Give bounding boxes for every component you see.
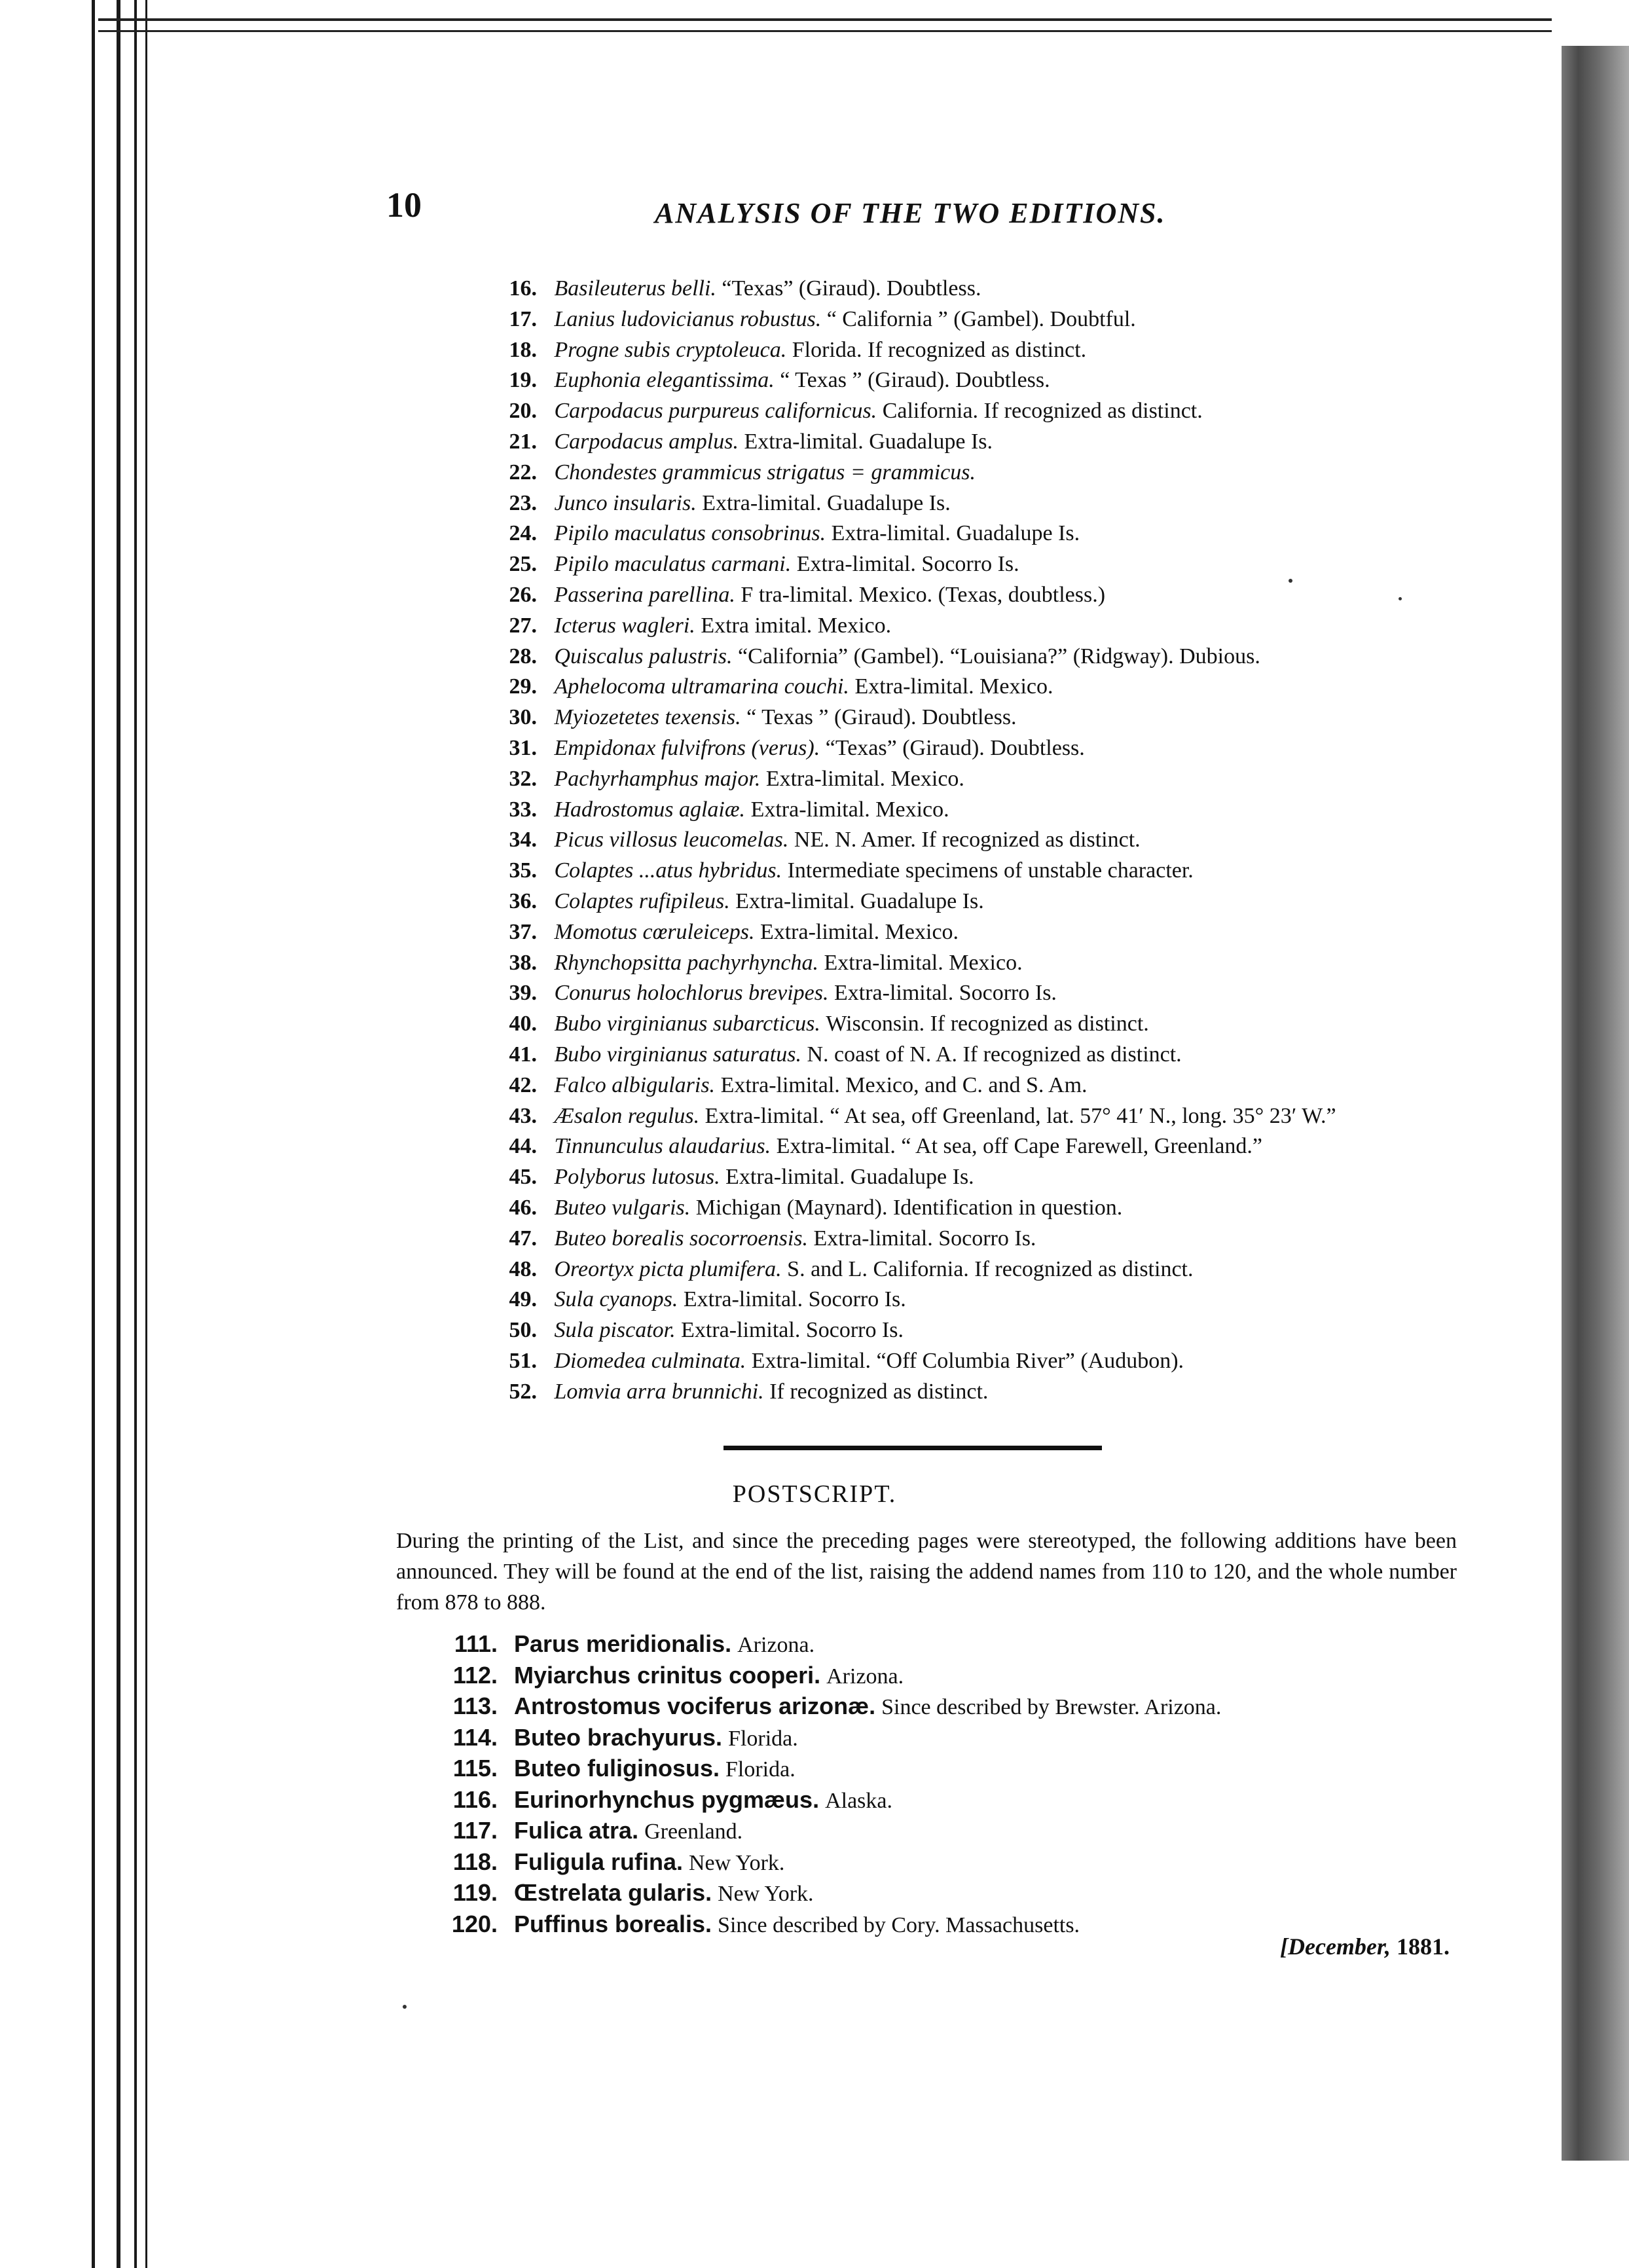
entry-number: 115. bbox=[452, 1755, 498, 1782]
entry-number: 20. bbox=[509, 399, 537, 424]
entry-note: Intermediate specimens of unstable character. bbox=[787, 858, 1194, 883]
species-name: Colaptes ...atus hybridus. bbox=[554, 858, 782, 883]
list-item bbox=[478, 1162, 1499, 1193]
list-item bbox=[478, 703, 1499, 733]
entry-number: 37. bbox=[509, 919, 537, 944]
list-item bbox=[478, 1377, 1499, 1408]
dateline-year: 1881. bbox=[1396, 1933, 1450, 1960]
entry-number: 36. bbox=[509, 888, 537, 913]
species-name: Pipilo maculatus carmani. bbox=[554, 552, 792, 577]
species-name: Icterus wagleri. bbox=[554, 613, 695, 638]
list-item bbox=[478, 1224, 1499, 1254]
species-name: Passerina parellina. bbox=[554, 582, 735, 607]
list-item bbox=[478, 611, 1499, 642]
list-item bbox=[478, 1315, 1499, 1346]
entry-note: N. coast of N. A. If recognized as distinct. bbox=[807, 1042, 1182, 1067]
entry-note: Extra-limital. Guadalupe Is. bbox=[831, 521, 1080, 546]
entry-number: 19. bbox=[509, 368, 537, 393]
species-name: Œstrelata gularis. bbox=[514, 1879, 712, 1906]
running-head: ANALYSIS OF THE TWO EDITIONS. bbox=[655, 197, 1166, 229]
species-name: Pipilo maculatus consobrinus. bbox=[554, 521, 826, 546]
entry-note: California. If recognized as distinct. bbox=[882, 399, 1203, 424]
species-name: Chondestes grammicus strigatus = grammicus. bbox=[554, 460, 976, 485]
entry-number: 18. bbox=[509, 337, 537, 362]
entry-number: 23. bbox=[509, 490, 537, 515]
species-name: Myiozetetes texensis. bbox=[554, 705, 741, 730]
entry-number: 47. bbox=[509, 1226, 537, 1251]
species-name: Junco insularis. bbox=[554, 490, 697, 515]
entry-note: Extra-limital. Guadalupe Is. bbox=[702, 490, 951, 515]
entry-note: Extra-limital. Socorro Is. bbox=[813, 1226, 1036, 1251]
list-item bbox=[478, 458, 1499, 488]
species-name: Buteo borealis socorroensis. bbox=[554, 1226, 809, 1251]
left-binding-edge bbox=[0, 0, 98, 2268]
entry-number: 35. bbox=[509, 858, 537, 883]
list-item bbox=[478, 427, 1499, 458]
species-name: Conurus holochlorus brevipes. bbox=[554, 981, 829, 1006]
entry-number: 51. bbox=[509, 1348, 537, 1373]
entry-note: “ Texas ” (Giraud). Doubtless. bbox=[746, 705, 1017, 730]
species-name: Eurinorhynchus pygmæus. bbox=[514, 1785, 820, 1813]
list-item bbox=[478, 1040, 1499, 1070]
entry-number: 113. bbox=[452, 1692, 498, 1719]
entry-note: Extra-limital. Mexico. bbox=[765, 766, 964, 791]
species-name: Momotus cœruleiceps. bbox=[554, 919, 755, 944]
postscript-text: During the printing of the List, and since the preceding pages were stereotyped, the following additions have been announced. They will be found at the end of the list, raising the addend names from 110 to 120, and the whole number from 878 to 888. bbox=[396, 1529, 1457, 1615]
entry-number: 49. bbox=[509, 1287, 537, 1312]
entry-note: Extra-limital. Guadalupe Is. bbox=[735, 888, 984, 913]
list-item bbox=[478, 856, 1499, 887]
list-item bbox=[478, 642, 1499, 672]
entry-number: 32. bbox=[509, 766, 537, 791]
list-item bbox=[478, 795, 1499, 826]
entry-note: Arizona. bbox=[737, 1633, 815, 1657]
postscript-title: POSTSCRIPT. bbox=[732, 1480, 897, 1508]
species-name: Parus meridionalis. bbox=[514, 1630, 732, 1657]
entry-number: 26. bbox=[509, 582, 537, 607]
scan-speck bbox=[1399, 597, 1402, 600]
entry-note: Florida. bbox=[728, 1726, 798, 1751]
list-item bbox=[478, 978, 1499, 1009]
list-item bbox=[478, 1070, 1499, 1101]
list-item bbox=[478, 580, 1499, 611]
species-name: Progne subis cryptoleuca. bbox=[554, 337, 787, 362]
entry-number: 24. bbox=[509, 521, 537, 546]
entry-note: “California” (Gambel). “Louisiana?” (Ridgway). Dubious. bbox=[738, 644, 1260, 668]
list-item bbox=[478, 1193, 1499, 1224]
species-name: Buteo brachyurus. bbox=[514, 1723, 723, 1751]
species-name: Bubo virginianus saturatus. bbox=[554, 1042, 801, 1067]
species-name: Hadrostomus aglaiæ. bbox=[554, 797, 746, 822]
addition-item bbox=[432, 1628, 1545, 1660]
list-item bbox=[478, 672, 1499, 703]
list-item bbox=[478, 1101, 1499, 1132]
entry-number: 30. bbox=[509, 705, 537, 730]
entry-note: Since described by Cory. Massachusetts. bbox=[718, 1912, 1080, 1937]
entry-note: Extra-limital. Guadalupe Is. bbox=[725, 1165, 974, 1190]
species-name: Colaptes rufipileus. bbox=[554, 888, 730, 913]
entry-note: Extra-limital. “ At sea, off Cape Farewell, Greenland.” bbox=[776, 1134, 1262, 1159]
species-name: Aphelocoma ultramarina couchi. bbox=[554, 674, 849, 699]
entry-number: 31. bbox=[509, 735, 537, 760]
species-name: Empidonax fulvifrons (verus). bbox=[554, 735, 820, 760]
list-item bbox=[478, 549, 1499, 580]
entry-note: S. and L. California. If recognized as distinct. bbox=[787, 1256, 1194, 1281]
species-name: Sula cyanops. bbox=[554, 1287, 678, 1312]
list-item bbox=[478, 274, 1499, 304]
species-name: Antrostomus vociferus arizonæ. bbox=[514, 1692, 876, 1719]
species-name: Fulica atra. bbox=[514, 1817, 639, 1844]
entry-number: 16. bbox=[509, 276, 537, 301]
species-name: Euphonia elegantissima. bbox=[554, 368, 775, 393]
species-name: Rhynchopsitta pachyrhyncha. bbox=[554, 950, 819, 975]
entry-number: 21. bbox=[509, 429, 537, 454]
entry-note: New York. bbox=[689, 1850, 785, 1875]
entry-note: Extra-limital. Socorro Is. bbox=[796, 552, 1019, 577]
species-name: Lanius ludovicianus robustus. bbox=[554, 306, 822, 331]
scan-speck bbox=[403, 2005, 407, 2009]
entry-number: 116. bbox=[452, 1785, 498, 1813]
entry-number: 50. bbox=[509, 1318, 537, 1343]
list-item bbox=[478, 488, 1499, 519]
list-item bbox=[478, 1254, 1499, 1285]
species-name: Fuligula rufina. bbox=[514, 1848, 683, 1875]
list-item bbox=[478, 335, 1499, 366]
entry-note: Michigan (Maynard). Identification in question. bbox=[695, 1195, 1123, 1220]
species-name: Picus villosus leucomelas. bbox=[554, 828, 789, 852]
entry-number: 22. bbox=[509, 460, 537, 485]
entry-note: Florida. If recognized as distinct. bbox=[792, 337, 1087, 362]
entry-number: 34. bbox=[509, 828, 537, 852]
entry-number: 119. bbox=[452, 1879, 498, 1906]
species-list bbox=[478, 274, 1499, 1407]
entry-note: Extra-limital. Socorro Is. bbox=[681, 1318, 904, 1343]
entry-note: New York. bbox=[718, 1882, 814, 1906]
entry-number: 111. bbox=[454, 1630, 498, 1657]
list-item bbox=[478, 304, 1499, 335]
addition-item bbox=[432, 1877, 1545, 1909]
entry-note: Florida. bbox=[725, 1757, 796, 1782]
section-divider bbox=[723, 1446, 1102, 1450]
entry-number: 27. bbox=[509, 613, 537, 638]
entry-note: “ Texas ” (Giraud). Doubtless. bbox=[780, 368, 1050, 393]
list-item bbox=[478, 733, 1499, 764]
entry-note: Extra-limital. Socorro Is. bbox=[683, 1287, 906, 1312]
list-item bbox=[478, 1009, 1499, 1040]
entry-note: Alaska. bbox=[825, 1788, 892, 1813]
addition-item bbox=[432, 1784, 1545, 1816]
entry-note: Wisconsin. If recognized as distinct. bbox=[826, 1012, 1149, 1036]
entry-note: If recognized as distinct. bbox=[769, 1379, 989, 1404]
list-item bbox=[478, 917, 1499, 948]
species-name: Falco albigularis. bbox=[554, 1072, 716, 1097]
list-item bbox=[478, 1131, 1499, 1162]
species-name: Lomvia arra brunnichi. bbox=[554, 1379, 764, 1404]
list-item bbox=[478, 519, 1499, 549]
entry-note: “Texas” (Giraud). Doubtless. bbox=[722, 276, 981, 301]
species-name: Carpodacus amplus. bbox=[554, 429, 739, 454]
species-name: Myiarchus crinitus cooperi. bbox=[514, 1661, 821, 1689]
entry-note: NE. N. Amer. If recognized as distinct. bbox=[794, 828, 1141, 852]
entry-number: 43. bbox=[509, 1103, 537, 1128]
entry-number: 114. bbox=[452, 1723, 498, 1751]
entry-note: Arizona. bbox=[826, 1664, 904, 1689]
top-page-edge bbox=[98, 13, 1552, 39]
species-name: Carpodacus purpureus californicus. bbox=[554, 399, 877, 424]
entry-note: Extra imital. Mexico. bbox=[701, 613, 892, 638]
postscript-additions bbox=[432, 1628, 1545, 1939]
entry-number: 17. bbox=[509, 306, 537, 331]
entry-number: 120. bbox=[451, 1910, 498, 1937]
entry-number: 44. bbox=[509, 1134, 537, 1159]
species-name: Buteo vulgaris. bbox=[554, 1195, 691, 1220]
entry-number: 48. bbox=[509, 1256, 537, 1281]
addition-item bbox=[432, 1691, 1545, 1722]
entry-note: Extra-limital. “Off Columbia River” (Audubon). bbox=[751, 1348, 1184, 1373]
entry-number: 46. bbox=[509, 1195, 537, 1220]
entry-note: Extra-limital. Mexico. bbox=[760, 919, 959, 944]
list-item bbox=[478, 948, 1499, 979]
addition-item bbox=[432, 1753, 1545, 1784]
species-name: Oreortyx picta plumifera. bbox=[554, 1256, 782, 1281]
species-name: Bubo virginianus subarcticus. bbox=[554, 1012, 820, 1036]
addition-item bbox=[432, 1722, 1545, 1753]
species-name: Buteo fuliginosus. bbox=[514, 1755, 720, 1782]
list-item bbox=[478, 365, 1499, 396]
entry-note: Extra-limital. Mexico. bbox=[750, 797, 949, 822]
entry-number: 39. bbox=[509, 981, 537, 1006]
page-number: 10 bbox=[386, 185, 422, 225]
entry-number: 38. bbox=[509, 950, 537, 975]
list-item bbox=[478, 825, 1499, 856]
entry-note: F tra-limital. Mexico. (Texas, doubtless.) bbox=[741, 582, 1106, 607]
entry-note: Extra-limital. Mexico. bbox=[824, 950, 1023, 975]
entry-number: 25. bbox=[509, 552, 537, 577]
entry-note: Greenland. bbox=[644, 1820, 743, 1844]
entry-note: Since described by Brewster. Arizona. bbox=[881, 1695, 1222, 1719]
entry-number: 40. bbox=[509, 1012, 537, 1036]
species-name: Æsalon regulus. bbox=[554, 1103, 700, 1128]
entry-number: 45. bbox=[509, 1165, 537, 1190]
entry-note: Extra-limital. Guadalupe Is. bbox=[744, 429, 993, 454]
dateline-month: [December, bbox=[1280, 1933, 1391, 1960]
addition-item bbox=[432, 1815, 1545, 1846]
entry-note: Extra-limital. Socorro Is. bbox=[834, 981, 1057, 1006]
entry-number: 42. bbox=[509, 1072, 537, 1097]
entry-number: 112. bbox=[452, 1661, 498, 1689]
entry-note: “Texas” (Giraud). Doubtless. bbox=[825, 735, 1085, 760]
dateline bbox=[1280, 1933, 1450, 1960]
postscript-paragraph bbox=[396, 1526, 1457, 1618]
entry-number: 28. bbox=[509, 644, 537, 668]
entry-note: “ California ” (Gambel). Doubtful. bbox=[826, 306, 1136, 331]
list-item bbox=[478, 396, 1499, 427]
addition-item bbox=[432, 1846, 1545, 1878]
list-item bbox=[478, 764, 1499, 795]
species-name: Pachyrhamphus major. bbox=[554, 766, 761, 791]
scan-speck bbox=[1289, 579, 1292, 583]
right-page-shadow bbox=[1562, 46, 1629, 2161]
list-item bbox=[478, 1346, 1499, 1377]
species-name: Quiscalus palustris. bbox=[554, 644, 733, 668]
entry-note: Extra-limital. “ At sea, off Greenland, lat. 57° 41′ N., long. 35° 23′ W.” bbox=[705, 1103, 1336, 1128]
species-name: Basileuterus belli. bbox=[554, 276, 716, 301]
species-name: Puffinus borealis. bbox=[514, 1910, 712, 1937]
species-name: Polyborus lutosus. bbox=[554, 1165, 720, 1190]
entry-note: Extra-limital. Mexico, and C. and S. Am. bbox=[720, 1072, 1088, 1097]
entry-number: 41. bbox=[509, 1042, 537, 1067]
entry-number: 29. bbox=[509, 674, 537, 699]
entry-number: 52. bbox=[509, 1379, 537, 1404]
species-name: Diomedea culminata. bbox=[554, 1348, 746, 1373]
list-item bbox=[478, 1285, 1499, 1315]
list-item bbox=[478, 887, 1499, 917]
species-name: Tinnunculus alaudarius. bbox=[554, 1134, 771, 1159]
addition-item bbox=[432, 1660, 1545, 1691]
entry-number: 33. bbox=[509, 797, 537, 822]
entry-number: 118. bbox=[452, 1848, 498, 1875]
entry-number: 117. bbox=[452, 1817, 498, 1844]
entry-note: Extra-limital. Mexico. bbox=[854, 674, 1053, 699]
species-name: Sula piscator. bbox=[554, 1318, 676, 1343]
